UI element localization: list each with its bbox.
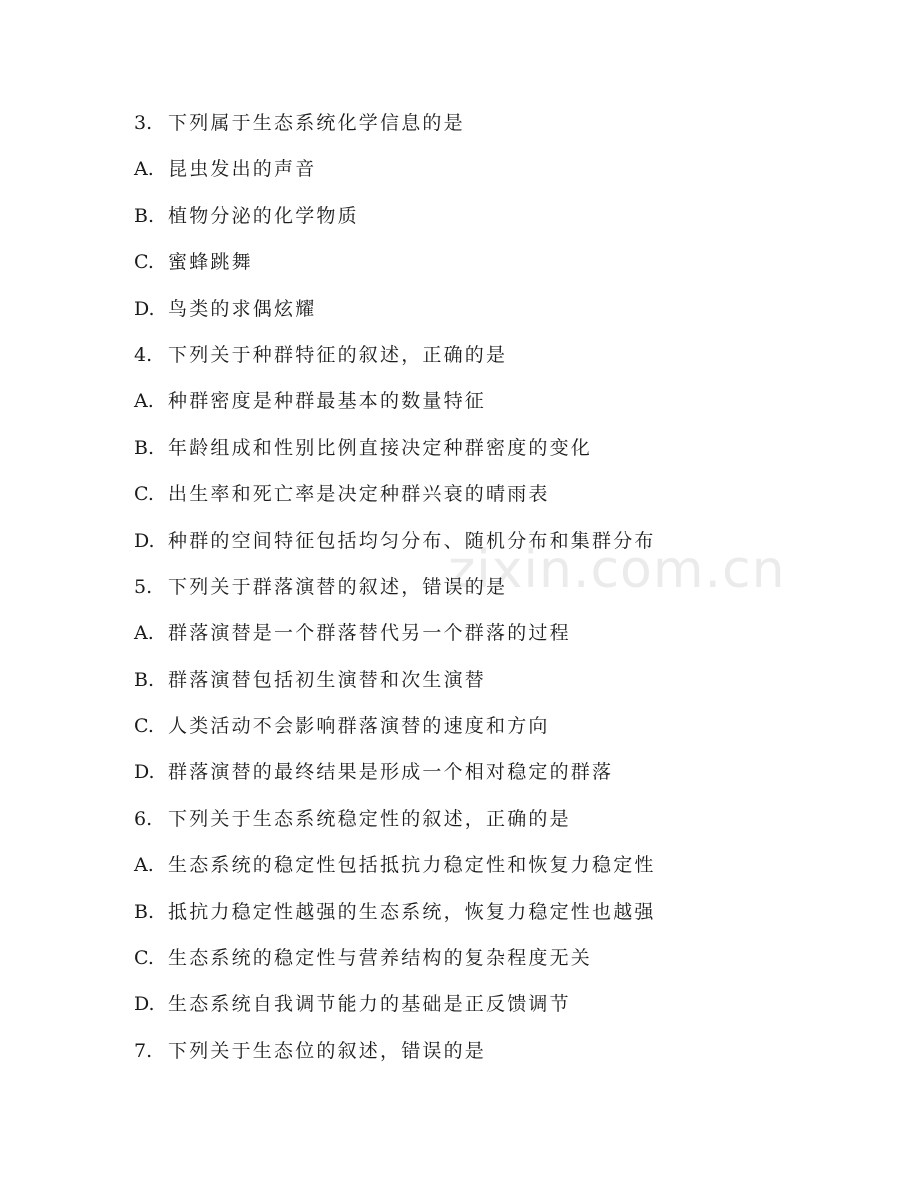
line-text: 蜜蜂跳舞 [168,251,253,274]
option-4b [134,430,834,476]
line-label: C. [134,483,154,506]
line-label: A. [134,158,154,181]
line-text: 下列关于生态系统稳定性的叙述，正确的是 [168,807,571,830]
option-4a [134,383,834,429]
option-5d [134,754,834,800]
line-text: 下列关于生态位的叙述，错误的是 [168,1039,487,1062]
line-text: 植物分泌的化学物质 [168,204,359,227]
option-6d [134,986,834,1032]
line-label: D. [134,529,155,552]
option-6c [134,940,834,986]
option-5c [134,708,834,754]
line-text: 群落演替是一个群落替代另一个群落的过程 [168,622,571,645]
line-label: B. [134,204,155,227]
option-3a [134,151,834,197]
line-text: 抵抗力稳定性越强的生态系统，恢复力稳定性也越强 [168,900,656,923]
question-list [134,105,834,1079]
line-text: 种群密度是种群最基本的数量特征 [168,390,487,413]
line-text: 下列属于生态系统化学信息的是 [168,112,465,134]
line-label: 4. [134,343,153,366]
line-text: 种群的空间特征包括均匀分布、随机分布和集群分布 [168,529,656,552]
option-5b [134,662,834,708]
line-label: 3. [134,112,153,134]
line-label: C. [134,251,154,274]
line-label: 6. [134,807,153,830]
line-text: 昆虫发出的声音 [168,158,317,181]
line-label: A. [134,390,154,413]
option-6b [134,894,834,940]
line-text: 群落演替的最终结果是形成一个相对稳定的群落 [168,761,614,784]
line-text: 群落演替包括初生演替和次生演替 [168,668,487,691]
line-label: C. [134,947,154,970]
line-label: B. [134,900,155,923]
question-6 [134,801,834,847]
question-5 [134,569,834,615]
line-label: 5. [134,575,153,598]
line-text: 生态系统自我调节能力的基础是正反馈调节 [168,993,571,1016]
line-text: 生态系统的稳定性包括抵抗力稳定性和恢复力稳定性 [168,854,656,877]
line-label: 7. [134,1039,153,1062]
line-label: D. [134,761,155,784]
line-text: 鸟类的求偶炫耀 [168,297,317,320]
question-7 [134,1033,834,1079]
option-3c [134,244,834,290]
option-4c [134,476,834,522]
line-label: A. [134,622,154,645]
line-label: A. [134,854,154,877]
line-text: 人类活动不会影响群落演替的速度和方向 [168,715,550,738]
line-text: 出生率和死亡率是决定种群兴衰的晴雨表 [168,483,550,506]
line-text: 下列关于种群特征的叙述，正确的是 [168,343,508,366]
option-3d [134,291,834,337]
question-4 [134,337,834,383]
option-3b [134,198,834,244]
line-label: D. [134,993,155,1016]
line-label: D. [134,297,155,320]
line-text: 生态系统的稳定性与营养结构的复杂程度无关 [168,947,593,970]
line-text: 年龄组成和性别比例直接决定种群密度的变化 [168,436,593,459]
line-label: C. [134,715,154,738]
option-4d [134,523,834,569]
watermark: zixin.com.cn [448,540,786,600]
option-6a [134,847,834,893]
question-3 [134,105,834,151]
line-text: 下列关于群落演替的叙述，错误的是 [168,575,508,598]
line-label: B. [134,668,155,691]
option-5a [134,615,834,661]
line-label: B. [134,436,155,459]
